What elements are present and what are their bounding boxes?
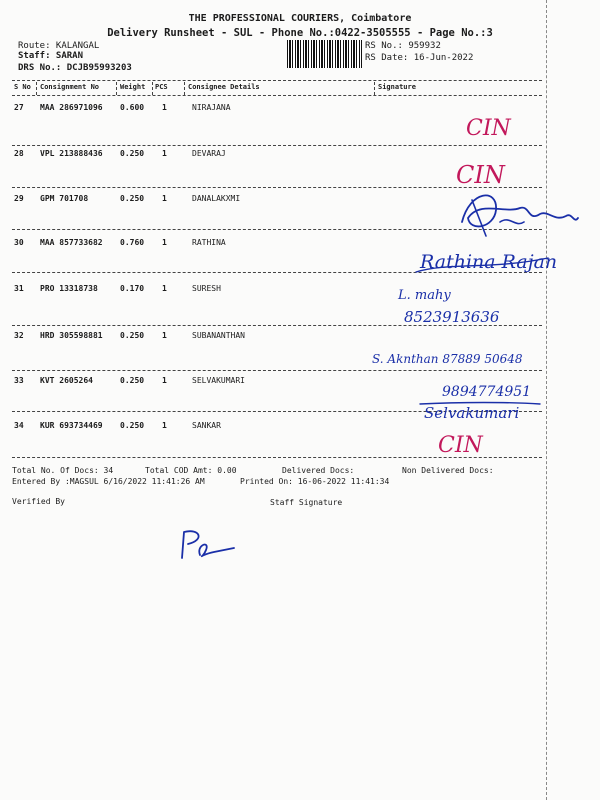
row-weight: 0.250 [120, 421, 145, 430]
row-consignment: KUR 693734469 [40, 421, 103, 430]
row-sno: 29 [14, 194, 24, 203]
row-consignment: PRO 13318738 [40, 284, 98, 293]
signature-row-29 [462, 195, 578, 226]
row-pcs: 1 [162, 149, 167, 158]
handwriting-cin: CIN [466, 116, 511, 141]
row-sno: 33 [14, 376, 24, 385]
header-pcs: PCS [155, 83, 168, 91]
row-pcs: 1 [162, 376, 167, 385]
handwriting-name-row-31: L. mahy [398, 288, 451, 303]
row-weight: 0.250 [120, 149, 145, 158]
row-consignment: GPM 701708 [40, 194, 89, 203]
row-pcs: 1 [162, 331, 167, 340]
handwriting-phone-row-33: 9894774951 [442, 384, 532, 400]
handwriting-phone-row-31: 8523913636 [404, 308, 500, 326]
rs-date: RS Date: 16-Jun-2022 [365, 53, 474, 63]
printed-on: Printed On: 16-06-2022 11:41:34 [240, 477, 390, 486]
row-weight: 0.760 [120, 238, 145, 247]
total-cod: Total COD Amt: 0.00 [145, 466, 237, 475]
route-label: Route: KALANGAL [18, 41, 100, 51]
row-consignment: HRD 305598881 [40, 331, 103, 340]
delivered-docs: Delivered Docs: [282, 466, 355, 475]
handwriting-row-32: S. Aknthan 87889 50648 [372, 352, 523, 366]
row-pcs: 1 [162, 103, 167, 112]
row-sno: 34 [14, 421, 24, 430]
row-consignee: DANALAKXMI [192, 194, 241, 203]
row-pcs: 1 [162, 284, 167, 293]
header-sno: S No [14, 83, 31, 91]
row-consignment: MAA 857733682 [40, 238, 103, 247]
row-weight: 0.170 [120, 284, 145, 293]
header-weight: Weight [120, 83, 146, 91]
row-weight: 0.250 [120, 331, 145, 340]
row-consignee: SURESH [192, 284, 221, 293]
signature-row-30: Rathina Rajan [420, 251, 558, 273]
handwriting-cin: CIN [438, 433, 483, 458]
signature-row-29 [472, 200, 524, 236]
staff-signature-label: Staff Signature [270, 498, 343, 507]
handwriting-cin: CIN [456, 161, 505, 189]
row-consignee: NIRAJANA [192, 103, 231, 112]
signature-row-33: Selvakumari [424, 404, 520, 422]
row-consignee: SUBANANTHAN [192, 331, 245, 340]
header-consignee: Consignee Details [188, 83, 260, 91]
non-delivered-docs: Non Delivered Docs: [402, 466, 494, 475]
row-consignee: DEVARAJ [192, 149, 226, 158]
row-consignee: RATHINA [192, 238, 226, 247]
row-sno: 30 [14, 238, 24, 247]
row-pcs: 1 [162, 421, 167, 430]
row-pcs: 1 [162, 194, 167, 203]
row-consignee: SELVAKUMARI [192, 376, 245, 385]
row-pcs: 1 [162, 238, 167, 247]
rs-number: RS No.: 959932 [365, 41, 441, 51]
drs-number: DRS No.: DCJB95993203 [18, 63, 132, 73]
entered-by: Entered By :MAGSUL 6/16/2022 11:41:26 AM [12, 477, 205, 486]
header-signature: Signature [378, 83, 416, 91]
row-sno: 28 [14, 149, 24, 158]
row-sno: 31 [14, 284, 24, 293]
row-sno: 32 [14, 331, 24, 340]
row-consignment: MAA 286971096 [40, 103, 103, 112]
header-consignment: Consignment No [40, 83, 100, 91]
total-docs: Total No. Of Docs: 34 [12, 466, 114, 475]
verifier-signature [182, 531, 234, 558]
row-weight: 0.250 [120, 194, 145, 203]
document-subtitle: Delivery Runsheet - SUL - Phone No.:0422-3505555 - Page No.:3 [107, 27, 493, 39]
row-weight: 0.600 [120, 103, 145, 112]
row-sno: 27 [14, 103, 24, 112]
row-consignee: SANKAR [192, 421, 221, 430]
verified-by-label: Verified By [12, 497, 65, 506]
staff-label: Staff: SARAN [18, 51, 84, 61]
row-consignment: VPL 213888436 [40, 149, 103, 158]
row-weight: 0.250 [120, 376, 145, 385]
document-title: THE PROFESSIONAL COURIERS, Coimbatore [188, 13, 412, 24]
row-consignment: KVT 2605264 [40, 376, 93, 385]
